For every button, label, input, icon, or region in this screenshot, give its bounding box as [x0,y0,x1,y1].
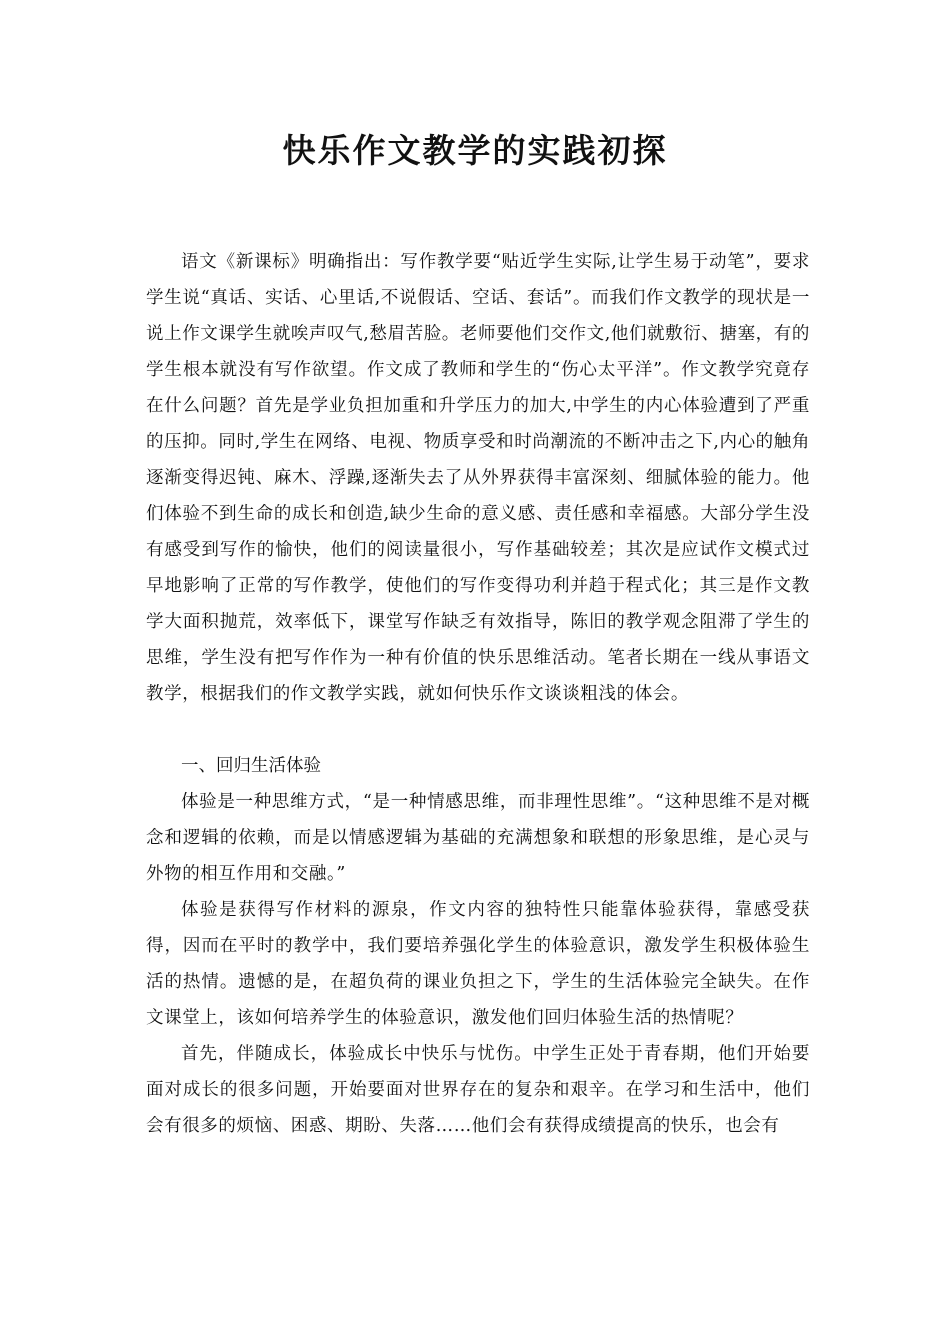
document-body [146,244,810,1144]
section-paragraph-1: 体验是一种思维方式，“是一种情感思维，而非理性思维”。“这种思维不是对概念和逻辑的依赖，而是以情感逻辑为基础的充满想象和联想的形象思维，是心灵与外物的相互作用和交融。” [146,792,810,884]
intro-paragraph: 语文《新课标》明确指出：写作教学要“贴近学生实际,让学生易于动笔”，要求学生说“真话、实话、心里话,不说假话、空话、套话”。而我们作文教学的现状是一说上作文课学生就唉声叹气,愁眉苦脸。老师要他们交作文,他们就敷衍、搪塞，有的学生根本就没有写作欲望。作文成了教师和学生的“伤心太平洋”。作文教学究竟存在什么问题？首先是学业负担加重和升学压力的加大,中学生的内心体验遭到了严重的压抑。同时,学生在网络、电视、物质享受和时尚潮流的不断冲击之下,内心的触角逐渐变得迟钝、麻木、浮躁,逐渐失去了从外界获得丰富深刻、细腻体验的能力。他们体验不到生命的成长和创造,缺少生命的意义感、责任感和幸福感。大部分学生没有感受到写作的愉快，他们的阅读量很小，写作基础较差；其次是应试作文模式过早地影响了正常的写作教学，使他们的写作变得功利并趋于程式化；其三是作文教学大面积抛荒，效率低下，课堂写作缺乏有效指导，陈旧的教学观念阻滞了学生的思维，学生没有把写作作为一种有价值的快乐思维活动。笔者长期在一线从事语文教学，根据我们的作文教学实践，就如何快乐作文谈谈粗浅的体会。 [146,252,810,704]
section-heading: 一、回归生活体验 [181,756,321,776]
section-paragraph-2: 体验是获得写作材料的源泉，作文内容的独特性只能靠体验获得，靠感受获得，因而在平时的教学中，我们要培养强化学生的体验意识，激发学生积极体验生活的热情。遗憾的是，在超负荷的课业负担之下，学生的生活体验完全缺失。在作文课堂上，该如何培养学生的体验意识，激发他们回归体验生活的热情呢？ [146,900,810,1028]
document-title: 快乐作文教学的实践初探 [282,131,668,170]
paragraph-gap [146,712,810,748]
section-paragraph-3: 首先，伴随成长，体验成长中快乐与忧伤。中学生正处于青春期，他们开始要面对成长的很多问题，开始要面对世界存在的复杂和艰辛。在学习和生活中，他们会有很多的烦恼、困惑、期盼、失落……他们会有获得成绩提高的快乐，也会有 [146,1044,810,1136]
